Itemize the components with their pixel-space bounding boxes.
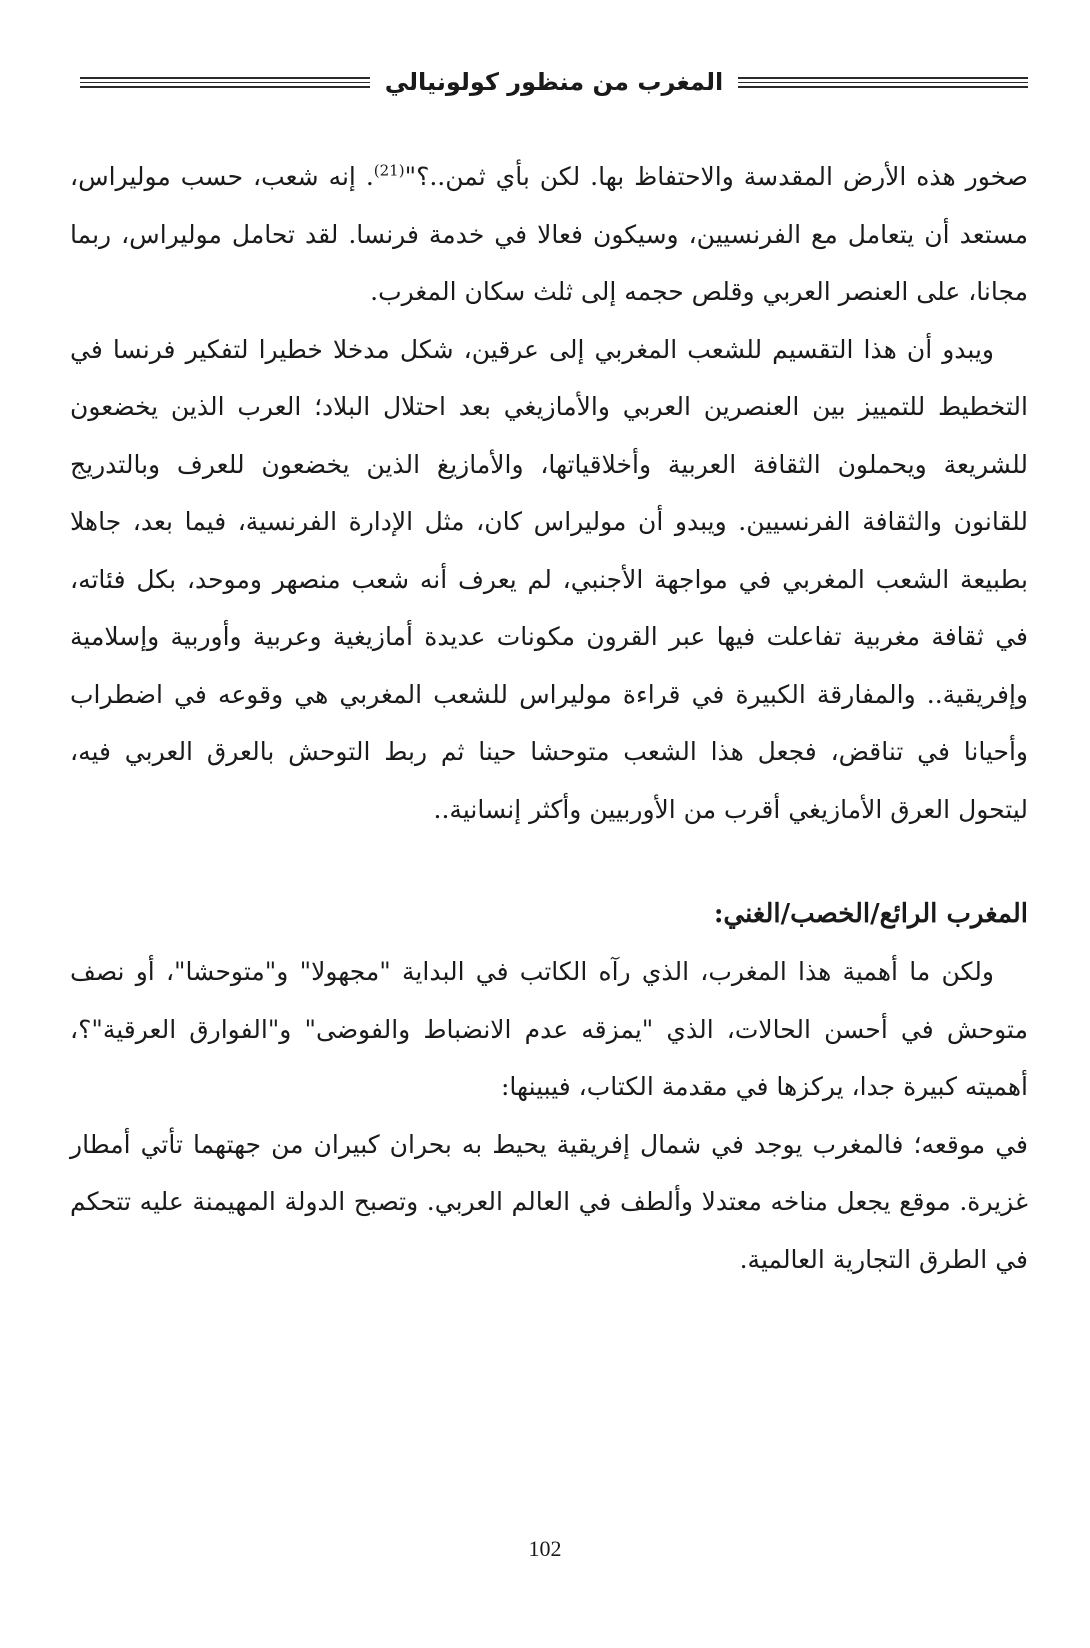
header-rule-right (738, 77, 1028, 88)
paragraph-2: ويبدو أن هذا التقسيم للشعب المغربي إلى عرقين، شكل مدخلا خطيرا لتفكير فرنسا في التخطيط للتمييز بين العنصرين العربي والأمازيغي بعد احتلال البلاد؛ العرب الذين يخضعون للشريعة ويحملون الثقافة العربية وأخلاقياتها، والأمازيغ الذين يخضعون للعرف وبالتدريج للقانون والثقافة الفرنسيين. ويبدو أن موليراس كان، مثل الإدارة الفرنسية، فيما بعد، جاهلا بطبيعة الشعب المغربي في مواجهة الأجنبي، لم يعرف أنه شعب منصهر وموحد، بكل فئاته، في ثقافة مغربية تفاعلت فيها عبر القرون مكونات عديدة أمازيغية وعربية وأوربية وإسلامية وإفريقية.. والمفارقة الكبيرة في قراءة موليراس للشعب المغربي هي وقوعه في اضطراب وأحيانا في تناقض، فجعل هذا الشعب متوحشا حينا ثم ربط التوحش بالعرق العربي فيه، ليتحول العرق الأمازيغي أقرب من الأوربيين وأكثر إنسانية.. (70, 334, 1028, 824)
paragraph-1: صخور هذه الأرض المقدسة والاحتفاظ بها. لكن بأي ثمن..؟"$^{(21)}$. إنه شعب، حسب موليراس، مستعد أن يتعامل مع الفرنسيين، وسيكون فعالا في خدمة فرنسا. لقد تحامل موليراس، ربما مجانا، على العنصر العربي وقلص حجمه إلى ثلث سكان المغرب. (70, 161, 1028, 306)
header-rule-left (80, 77, 370, 88)
paragraph-4: في موقعه؛ فالمغرب يوجد في شمال إفريقية يحيط به بحران كبيران من جهتهما تأتي أمطار غزيرة. موقع يجعل مناخه معتدلا وألطف في العالم العربي. وتصبح الدولة المهيمنة عليه تتحكم في الطرق التجارية العالمية. (70, 1129, 1028, 1274)
running-title: المغرب من منظور كولونيالي (384, 68, 724, 96)
section-heading: المغرب الرائع/الخصب/الغني: (713, 899, 1028, 929)
page-body (70, 148, 1028, 1288)
paragraph-3: ولكن ما أهمية هذا المغرب، الذي رآه الكاتب في البداية "مجهولا" و"متوحشا"، أو نصف متوحش في أحسن الحالات، الذي "يمزقه عدم الانضباط والفوضى" و"الفوارق العرقية"؟، أهميته كبيرة جدا، يركزها في مقدمة الكتاب، فيبينها: (70, 957, 1028, 1101)
running-header (80, 62, 1028, 102)
page-number: 102 (528, 1536, 562, 1561)
footnote-ref: (21) (373, 161, 405, 180)
